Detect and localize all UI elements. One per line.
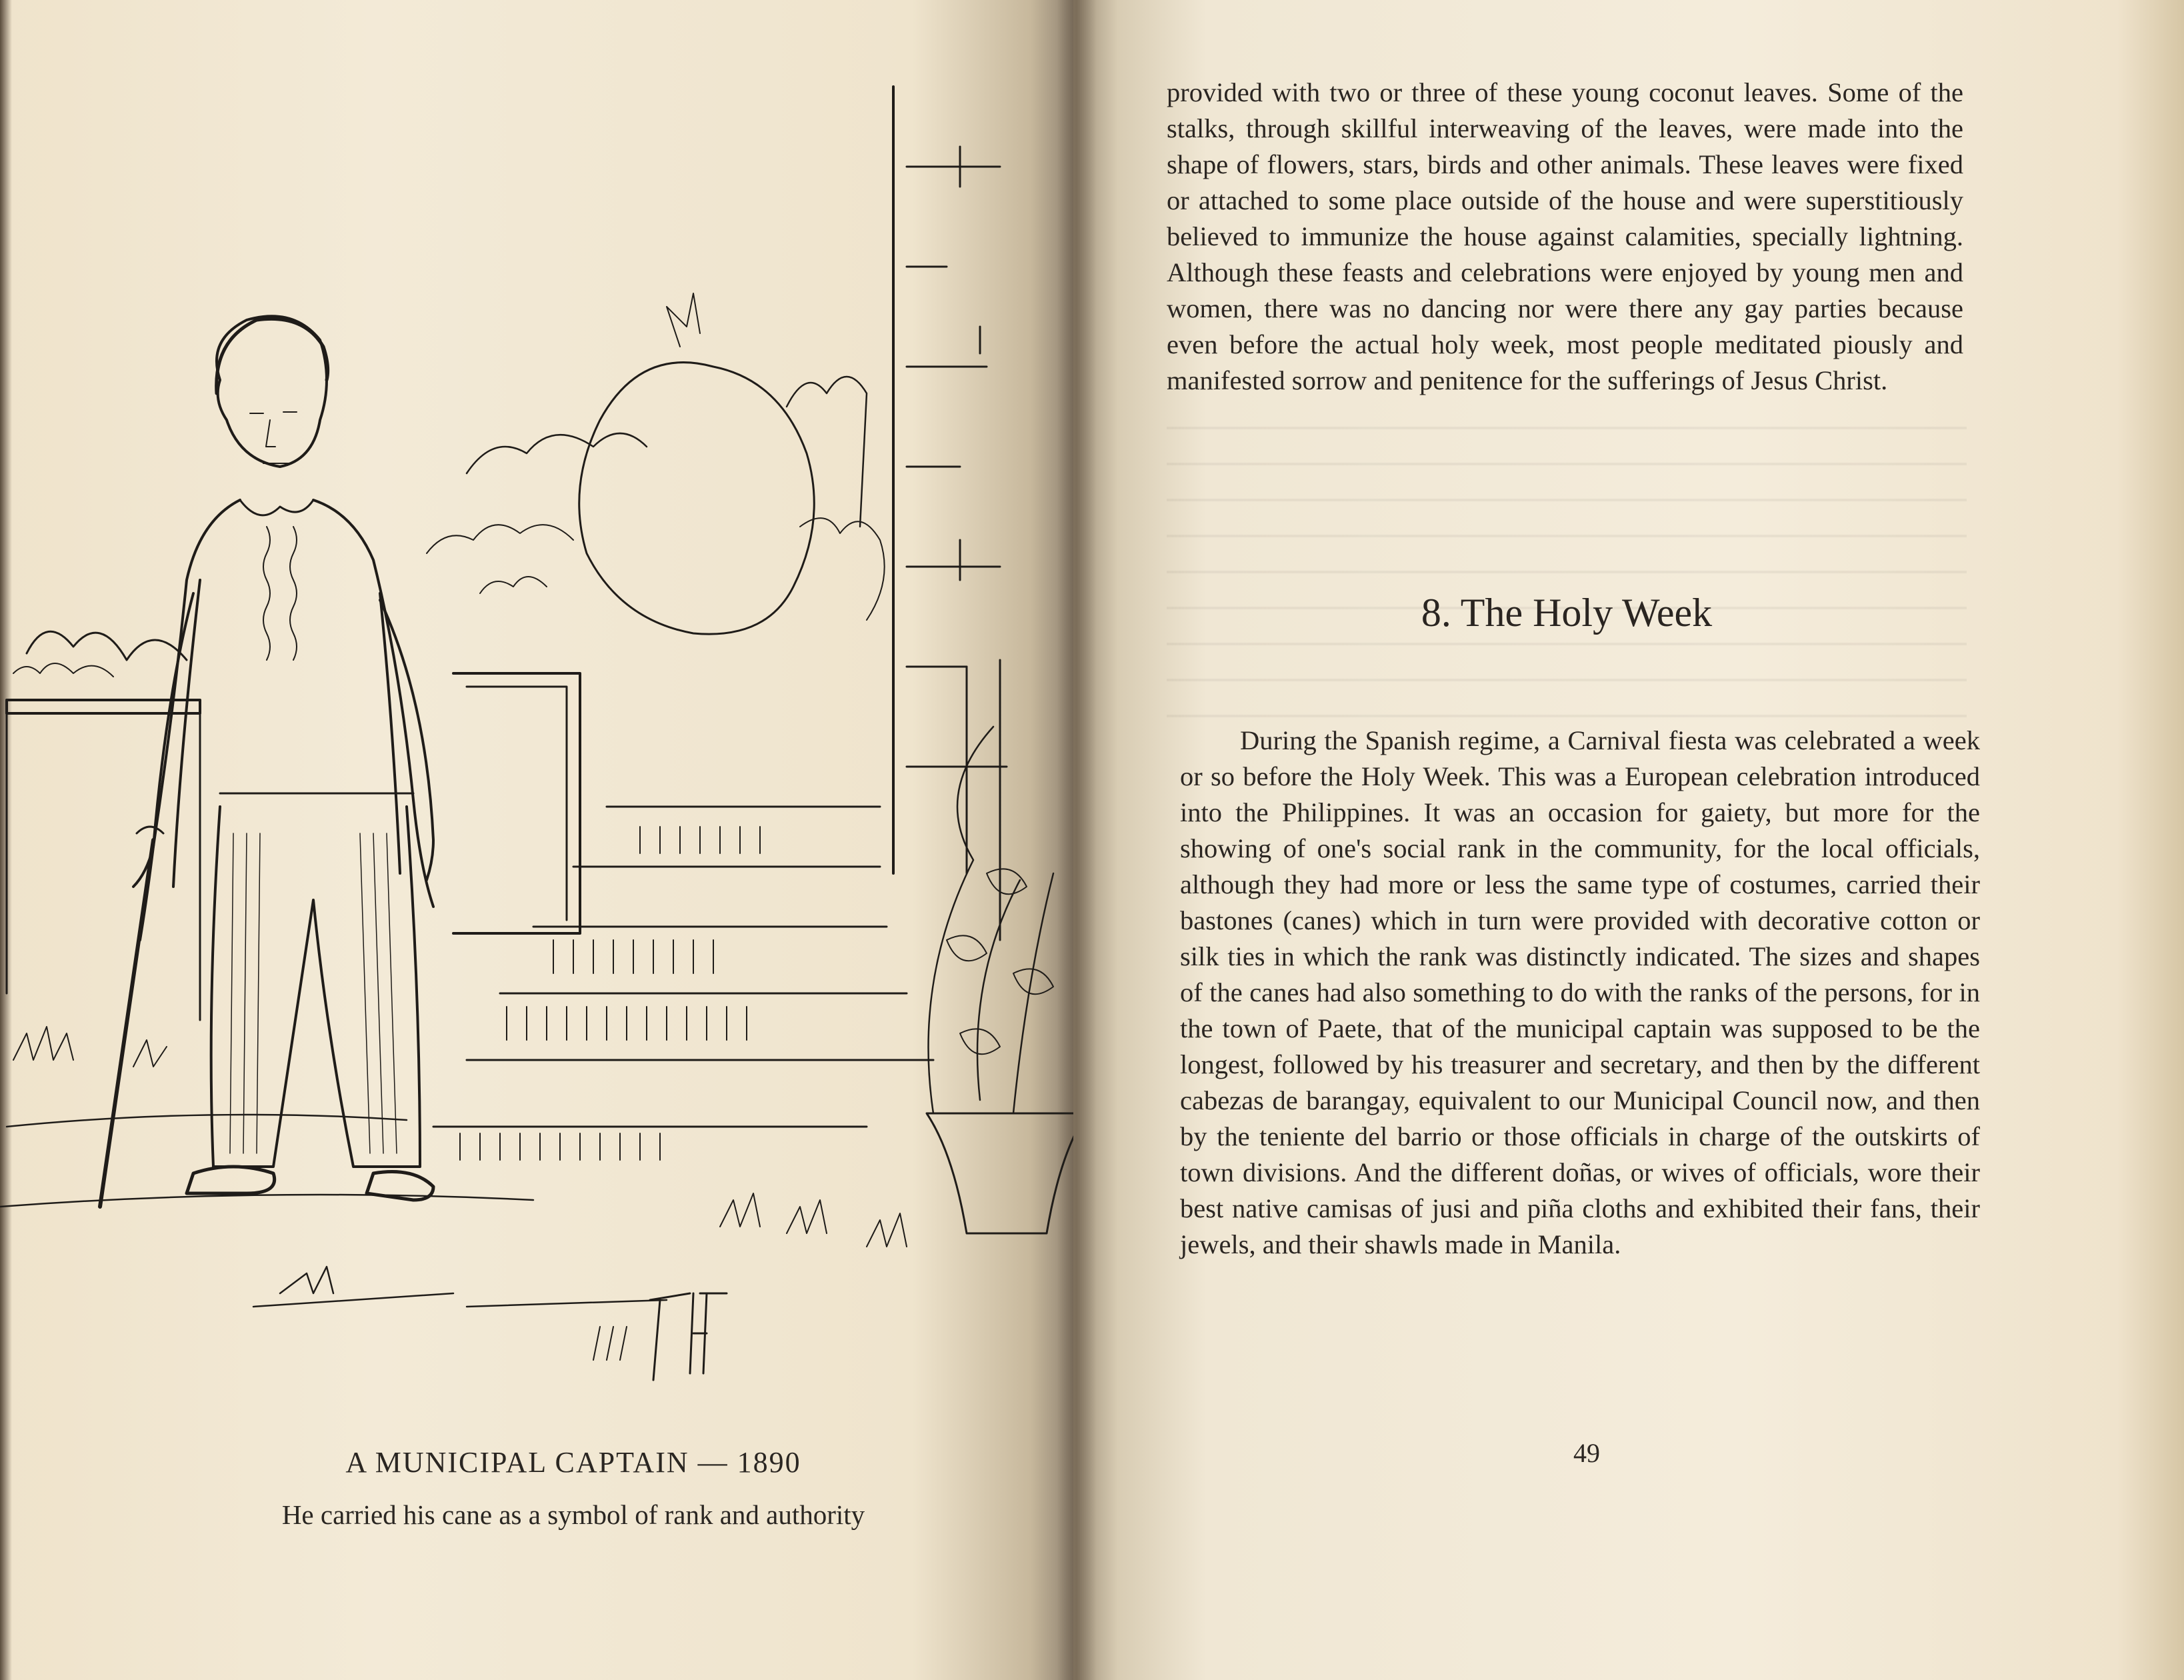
ink-drawing: [0, 73, 1073, 1407]
municipal-captain-illustration: [0, 73, 1073, 1407]
illustration-caption-subtitle: He carried his cane as a symbol of rank and authority: [281, 1499, 865, 1530]
continuation-text: provided with two or three of these young coconut leaves. Some of the stalks, through skillful interweaving of the leaves, were made into the shape of flowers, stars, birds and other animals. These leaves were fixed or attached to some place outside of the house and were superstitiously believed to immunize the house against calamities, specially lightning. Although these feasts and celebrations were enjoyed by young men and women, there was no dancing nor were there any gay parties because even before the actual holy week, most people meditated piously and manifested sorrow and penitence for the sufferings of Jesus Christ.: [1167, 77, 1963, 395]
illustration-caption-title: A MUNICIPAL CAPTAIN — 1890: [345, 1446, 801, 1479]
main-paragraph: [1180, 723, 1980, 1263]
show-through-text: [1167, 427, 1967, 733]
main-paragraph-text: During the Spanish regime, a Carnival fiesta was celebrated a week or so before the Holy Week. This was a European celebration introduced into the Philippines. It was an occasion for gaiety, but more for the showing of one's social rank in the community, for the local officials, although they had more or less the same type of costumes, carried their bastones (canes) which in turn were provided with decorative cotton or silk ties in which the rank was distinctly indicated. The sizes and shapes of the canes had also something to do with the ranks of the persons, for in the town of Paete, that of the municipal captain was supposed to be the longest, followed by his treasurer and secretary, and then by the different cabezas de barangay, equivalent to our Municipal Council now, and then by the teniente del barrio or those officials in charge of the outskirts of town divisions. And the different doñas, or wives of officials, wore their best native camisas of jusi and piña cloths and exhibited their fans, their jewels, and their shawls made in Manila.: [1180, 725, 1980, 1259]
continuation-paragraph: [1167, 75, 1963, 399]
page-number: 49: [1573, 1438, 1600, 1468]
chapter-heading: 8. The Holy Week: [1421, 591, 1713, 635]
